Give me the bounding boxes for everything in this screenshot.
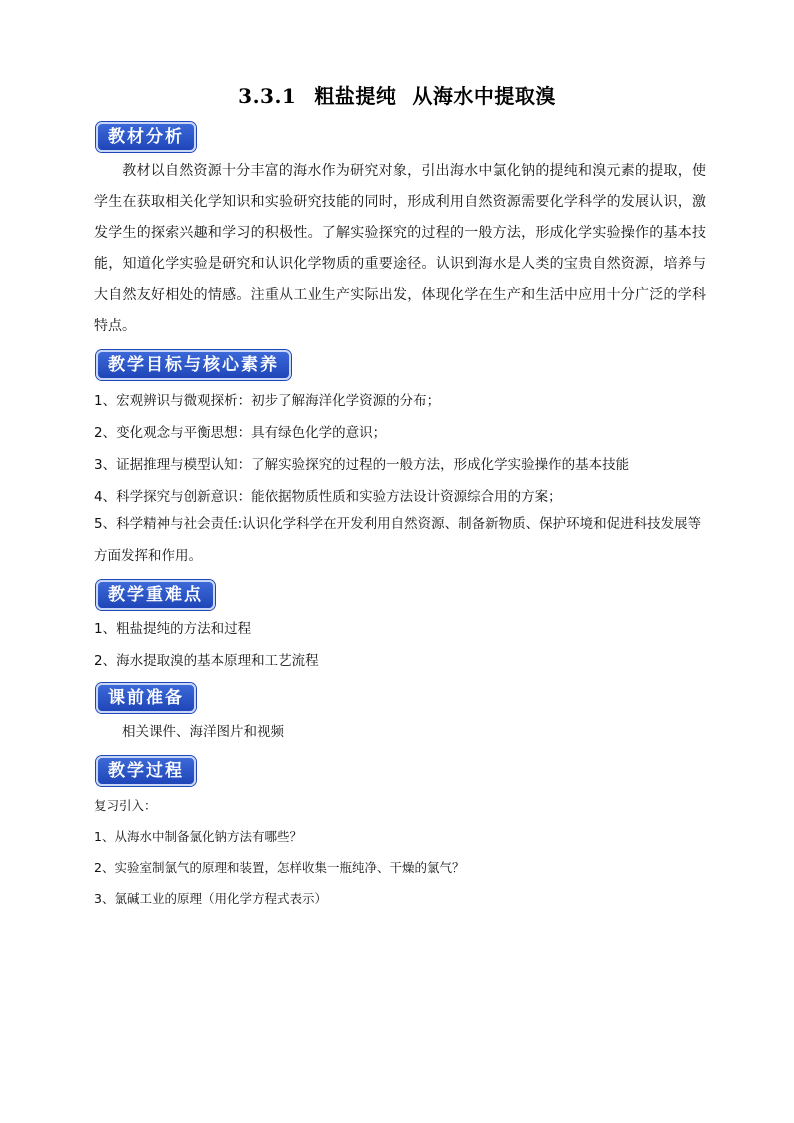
keypoint-item-1: 1、粗盐提纯的方法和过程 bbox=[94, 621, 252, 637]
process-intro: 复习引入： bbox=[94, 798, 157, 813]
analysis-text: 教材以自然资源十分丰富的海水作为研究对象，引出海水中氯化钠的提纯和溴元素的提取，使学生在获取相关化学知识和实验研究技能的同时，形成利用自然资源需要化学科学的发展认识，激发学生的探索兴趣和学习的积极性。了解实验探究的过程的一般方法，形成化学实验操作的基本技能，知道化学实验是研究和认识化学物质的重要途径。认识到海水是人类的宝贵自然资源，培养与大自然友好相处的情感。注重从工业生产实际出发，体现化学在生产和生活中应用十分广泛的学科特点。 bbox=[94, 163, 706, 334]
title-part-2: 从海水中提取溴 bbox=[412, 84, 556, 108]
goal-item-1: 1、宏观辨识与微观探析：初步了解海洋化学资源的分布； bbox=[94, 393, 441, 409]
title-number: 3.3.1 bbox=[238, 84, 297, 108]
section-badge-process: 教学过程 bbox=[96, 756, 196, 786]
section-badge-goals: 教学目标与核心素养 bbox=[96, 350, 291, 380]
section-badge-prep: 课前准备 bbox=[96, 683, 196, 713]
analysis-paragraph bbox=[94, 156, 706, 342]
prep-text: 相关课件、海洋图片和视频 bbox=[122, 724, 284, 740]
goal-item-5: 5、科学精神与社会责任:认识化学科学在开发利用自然资源、制备新物质、保护环境和促进科技发展等方面发挥和作用。 bbox=[94, 516, 702, 564]
title-part-1: 粗盐提纯 bbox=[314, 84, 397, 108]
keypoint-item-2: 2、海水提取溴的基本原理和工艺流程 bbox=[94, 653, 319, 669]
section-badge-analysis: 教材分析 bbox=[96, 122, 196, 152]
document-title bbox=[0, 80, 794, 109]
process-item-1: 1、从海水中制备氯化钠方法有哪些？ bbox=[94, 829, 302, 844]
process-item-3: 3、氯碱工业的原理（用化学方程式表示） bbox=[94, 891, 327, 906]
goal-item-4: 4、科学探究与创新意识：能依据物质性质和实验方法设计资源综合用的方案； bbox=[94, 489, 562, 505]
process-item-2: 2、实验室制氯气的原理和装置，怎样收集一瓶纯净、干燥的氯气？ bbox=[94, 860, 465, 875]
goal-item-2: 2、变化观念与平衡思想：具有绿色化学的意识； bbox=[94, 425, 387, 441]
section-badge-keypoints: 教学重难点 bbox=[96, 580, 215, 610]
goal-item-3: 3、证据推理与模型认知：了解实验探究的过程的一般方法，形成化学实验操作的基本技能 bbox=[94, 457, 630, 473]
